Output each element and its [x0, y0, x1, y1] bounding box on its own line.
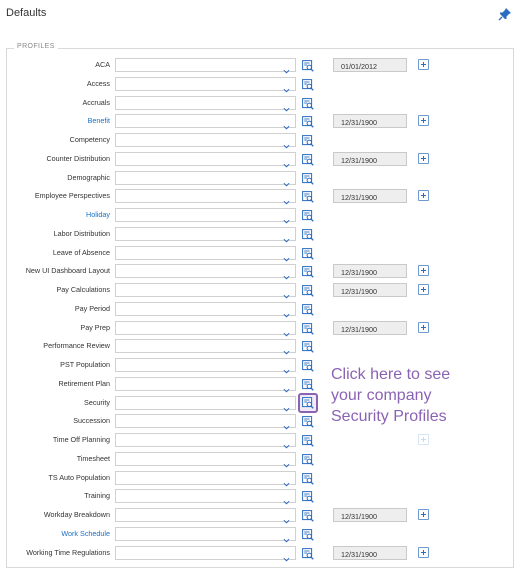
profile-label: Workday Breakdown — [43, 510, 110, 519]
chevron-down-icon — [283, 475, 290, 482]
profile-select[interactable] — [115, 302, 296, 316]
lookup-icon[interactable] — [302, 115, 314, 127]
pin-icon[interactable] — [498, 7, 512, 21]
profile-label: Timesheet — [76, 453, 110, 463]
profile-select[interactable] — [115, 396, 296, 410]
chevron-down-icon — [283, 137, 290, 144]
chevron-down-icon — [283, 437, 290, 444]
lookup-icon[interactable] — [302, 415, 314, 427]
profile-select[interactable] — [115, 58, 296, 72]
plus-icon — [418, 434, 429, 445]
profile-select[interactable] — [115, 152, 296, 166]
profile-select[interactable] — [115, 546, 296, 560]
lookup-icon[interactable] — [302, 509, 314, 521]
chevron-down-icon — [283, 193, 290, 200]
profile-select[interactable] — [115, 508, 296, 522]
profile-label: Training — [84, 491, 110, 501]
profile-label: ACA — [95, 60, 110, 69]
profile-row — [0, 452, 520, 468]
profile-label: Leave of Absence — [52, 247, 110, 257]
profile-row — [0, 508, 520, 524]
lookup-icon[interactable] — [302, 172, 314, 184]
profile-select[interactable] — [115, 246, 296, 260]
chevron-down-icon — [283, 156, 290, 163]
chevron-down-icon — [283, 418, 290, 425]
chevron-down-icon — [283, 325, 290, 332]
chevron-down-icon — [283, 212, 290, 219]
profile-row — [0, 546, 520, 562]
chevron-down-icon — [283, 250, 290, 257]
profile-label: Counter Distribution — [46, 153, 110, 163]
chevron-down-icon — [283, 381, 290, 388]
profile-select[interactable] — [115, 189, 296, 203]
profile-select[interactable] — [115, 471, 296, 485]
effective-date-field[interactable]: 12/31/1900 — [333, 114, 407, 128]
profile-label: Pay Period — [74, 303, 110, 313]
lookup-icon[interactable] — [302, 209, 314, 221]
profile-select[interactable] — [115, 283, 296, 297]
profile-row — [0, 152, 520, 168]
chevron-down-icon — [283, 81, 290, 88]
lookup-icon[interactable] — [302, 528, 314, 540]
chevron-down-icon — [283, 493, 290, 500]
profile-row — [0, 339, 520, 355]
profile-select[interactable] — [115, 264, 296, 278]
profile-row — [0, 246, 520, 262]
profile-row — [0, 171, 520, 187]
profile-select[interactable] — [115, 489, 296, 503]
profile-label: Pay Prep — [80, 322, 110, 332]
chevron-down-icon — [283, 118, 290, 125]
profile-select[interactable] — [115, 96, 296, 110]
lookup-icon[interactable] — [302, 228, 314, 240]
plus-icon[interactable] — [418, 153, 429, 164]
profile-select[interactable] — [115, 114, 296, 128]
lookup-icon[interactable] — [302, 97, 314, 109]
profile-row — [0, 189, 520, 205]
profile-label: Working Time Regulations — [26, 547, 110, 557]
profile-select[interactable] — [115, 227, 296, 241]
profile-select[interactable] — [115, 452, 296, 466]
profile-row — [0, 58, 520, 74]
lookup-icon[interactable] — [302, 190, 314, 202]
chevron-down-icon — [283, 343, 290, 350]
profile-select[interactable] — [115, 208, 296, 222]
lookup-icon[interactable] — [302, 378, 314, 390]
lookup-icon[interactable] — [302, 322, 314, 334]
profile-label: Succession — [73, 416, 110, 426]
plus-icon[interactable] — [418, 284, 429, 295]
effective-date-field[interactable]: 12/31/1900 — [333, 264, 407, 278]
chevron-down-icon — [283, 550, 290, 557]
chevron-down-icon — [283, 62, 290, 69]
lookup-icon[interactable] — [302, 359, 314, 371]
chevron-down-icon — [283, 287, 290, 294]
chevron-down-icon — [283, 231, 290, 238]
profile-label: PST Population — [60, 360, 110, 369]
profile-select[interactable] — [115, 133, 296, 147]
lookup-icon[interactable] — [302, 472, 314, 484]
profile-label: Security — [84, 397, 110, 407]
effective-date-field[interactable]: 12/31/1900 — [333, 283, 407, 297]
plus-icon[interactable] — [418, 59, 429, 70]
chevron-down-icon — [283, 512, 290, 519]
profile-row — [0, 527, 520, 543]
profile-label: Access — [86, 78, 110, 88]
profile-select[interactable] — [115, 358, 296, 372]
profile-row — [0, 283, 520, 299]
profile-select[interactable] — [115, 171, 296, 185]
plus-icon[interactable] — [418, 115, 429, 126]
lookup-icon[interactable] — [302, 490, 314, 502]
lookup-icon[interactable] — [302, 153, 314, 165]
profile-row — [0, 96, 520, 112]
chevron-down-icon — [283, 362, 290, 369]
profile-label: Retirement Plan — [58, 378, 110, 388]
profile-row — [0, 114, 520, 130]
profile-select[interactable] — [115, 433, 296, 447]
security-callout: Click here to see your company Security Profiles — [331, 364, 465, 429]
lookup-icon[interactable] — [302, 284, 314, 296]
effective-date-field[interactable]: 12/31/1900 — [333, 508, 407, 522]
page-title: Defaults — [6, 7, 47, 19]
profile-label: Labor Distribution — [53, 228, 110, 238]
profile-label: Accruals — [82, 97, 110, 107]
effective-date-field[interactable]: 01/01/2012 — [333, 58, 407, 72]
profile-label[interactable]: Holiday — [86, 210, 110, 219]
chevron-down-icon — [283, 100, 290, 107]
lookup-icon[interactable] — [302, 434, 314, 446]
effective-date-field[interactable]: 12/31/1900 — [333, 321, 407, 335]
profile-row — [0, 489, 520, 505]
profile-label: Pay Calculations — [56, 285, 110, 294]
profile-label: Employee Perspectives — [34, 191, 110, 201]
effective-date-field[interactable]: 12/31/1900 — [333, 189, 407, 203]
plus-icon[interactable] — [418, 265, 429, 276]
profile-row — [0, 133, 520, 149]
chevron-down-icon — [283, 400, 290, 407]
page-header — [0, 0, 520, 30]
effective-date-field[interactable]: 12/31/1900 — [333, 152, 407, 166]
lookup-icon[interactable] — [302, 340, 314, 352]
profile-row — [0, 302, 520, 318]
profile-label: Demographic — [67, 172, 110, 182]
profile-select[interactable] — [115, 527, 296, 541]
profile-row — [0, 471, 520, 487]
profile-label: Competency — [69, 135, 110, 144]
chevron-down-icon — [283, 175, 290, 182]
lookup-icon[interactable] — [302, 453, 314, 465]
profile-row — [0, 208, 520, 224]
plus-icon[interactable] — [418, 547, 429, 558]
lookup-icon[interactable] — [302, 303, 314, 315]
chevron-down-icon — [283, 456, 290, 463]
profile-label: Time Off Planning — [52, 435, 110, 444]
profile-row — [0, 433, 520, 449]
chevron-down-icon — [283, 531, 290, 538]
profile-select[interactable] — [115, 77, 296, 91]
profile-row — [0, 227, 520, 243]
profile-row — [0, 264, 520, 280]
plus-icon[interactable] — [418, 509, 429, 520]
chevron-down-icon — [283, 268, 290, 275]
profile-select[interactable] — [115, 414, 296, 428]
plus-icon[interactable] — [418, 190, 429, 201]
lookup-icon[interactable] — [302, 547, 314, 559]
profile-row — [0, 321, 520, 337]
profile-row — [0, 77, 520, 93]
effective-date-field[interactable]: 12/31/1900 — [333, 546, 407, 560]
plus-icon[interactable] — [418, 322, 429, 333]
profile-select[interactable] — [115, 377, 296, 391]
profile-label[interactable]: Benefit — [87, 116, 110, 126]
lookup-icon[interactable] — [302, 134, 314, 146]
lookup-icon[interactable] — [302, 265, 314, 277]
profile-label: Performance Review — [43, 341, 110, 351]
security-lookup-icon[interactable] — [298, 393, 318, 413]
lookup-icon[interactable] — [302, 59, 314, 71]
lookup-icon[interactable] — [302, 78, 314, 90]
profile-label: New UI Dashboard Layout — [25, 266, 110, 276]
profile-select[interactable] — [115, 339, 296, 353]
profile-label: TS Auto Population — [48, 472, 110, 482]
chevron-down-icon — [283, 306, 290, 313]
lookup-icon[interactable] — [302, 247, 314, 259]
profile-select[interactable] — [115, 321, 296, 335]
profile-label[interactable]: Work Schedule — [61, 528, 110, 538]
profiles-legend: PROFILES — [14, 43, 58, 50]
